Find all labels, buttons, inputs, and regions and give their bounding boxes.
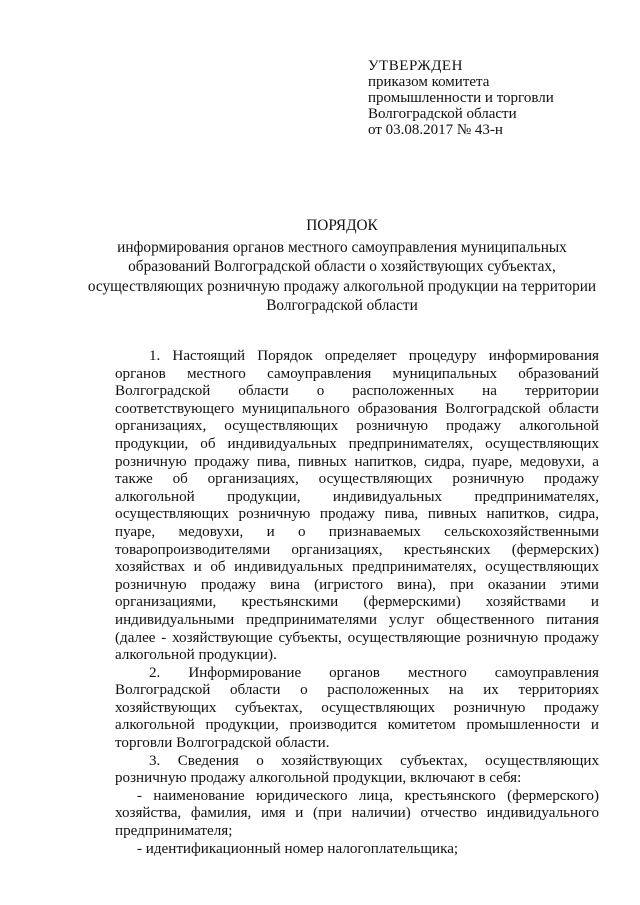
- approval-line-region: Волгоградской области: [368, 106, 517, 122]
- list-item-inn: - идентификационный номер налогоплательщика;: [137, 840, 459, 857]
- paragraph-2: 2. Информирование органов местного самоуправления Волгоградской области о расположенных на их территориях хозяйствующих субъектах, осуществляющих розничную продажу алкогольной продукции, производится комитетом промышленности и торговли Волгоградской области.: [115, 664, 599, 752]
- list-item-name: - наименование юридического лица, крестьянского (фермерского) хозяйства, фамилия, имя и (при наличии) отчество индивидуального предпринимателя;: [115, 787, 599, 840]
- document-title: ПОРЯДОК: [306, 217, 378, 234]
- paragraph-3: 3. Сведения о хозяйствующих субъектах, осуществляющих розничную продажу алкогольной продукции, включают в себя:: [115, 752, 599, 787]
- document-body: [115, 348, 599, 858]
- document-title-block: [80, 216, 604, 316]
- approval-line-committee: промышленности и торговли: [368, 90, 554, 106]
- approval-line-order: приказом комитета: [368, 74, 490, 90]
- approval-stamp: [368, 58, 618, 138]
- approval-heading: УТВЕРЖДЕН: [368, 58, 463, 74]
- approval-line-date: от 03.08.2017 № 43-н: [368, 122, 503, 138]
- document-subtitle: информирования органов местного самоуправления муниципальных образований Волгоградской области о хозяйствующих субъектах, осуществляющих розничную продажу алкогольной продукции на территории Волгоградской области: [87, 238, 597, 314]
- paragraph-1: 1. Настоящий Порядок определяет процедуру информирования органов местного самоуправления муниципальных образований Волгоградской области о расположенных на территории соответствующего муниципального образования Волгоградской области организациях, осуществляющих розничную продажу алкогольной продукции, об индивидуальных предпринимателях, осуществляющих розничную продажу пива, пивных напитков, сидра, пуаре, медовухи, а также об организациях, осуществляющих розничную продажу алкогольной продукции, индивидуальных предпринимателях, осуществляющих розничную продажу пива, пивных напитков, сидра, пуаре, медовухи, и о признаваемых сельскохозяйственными товаропроизводителями организациях, крестьянских (фермерских) хозяйствах и об индивидуальных предпринимателях, осуществляющих розничную продажу вина (игристого вина), при оказании этими организациями, крестьянскими (фермерскими) хозяйствами и индивидуальными предпринимателями услуг общественного питания (далее - хозяйствующие субъекты, осуществляющие розничную продажу алкогольной продукции).: [115, 348, 599, 664]
